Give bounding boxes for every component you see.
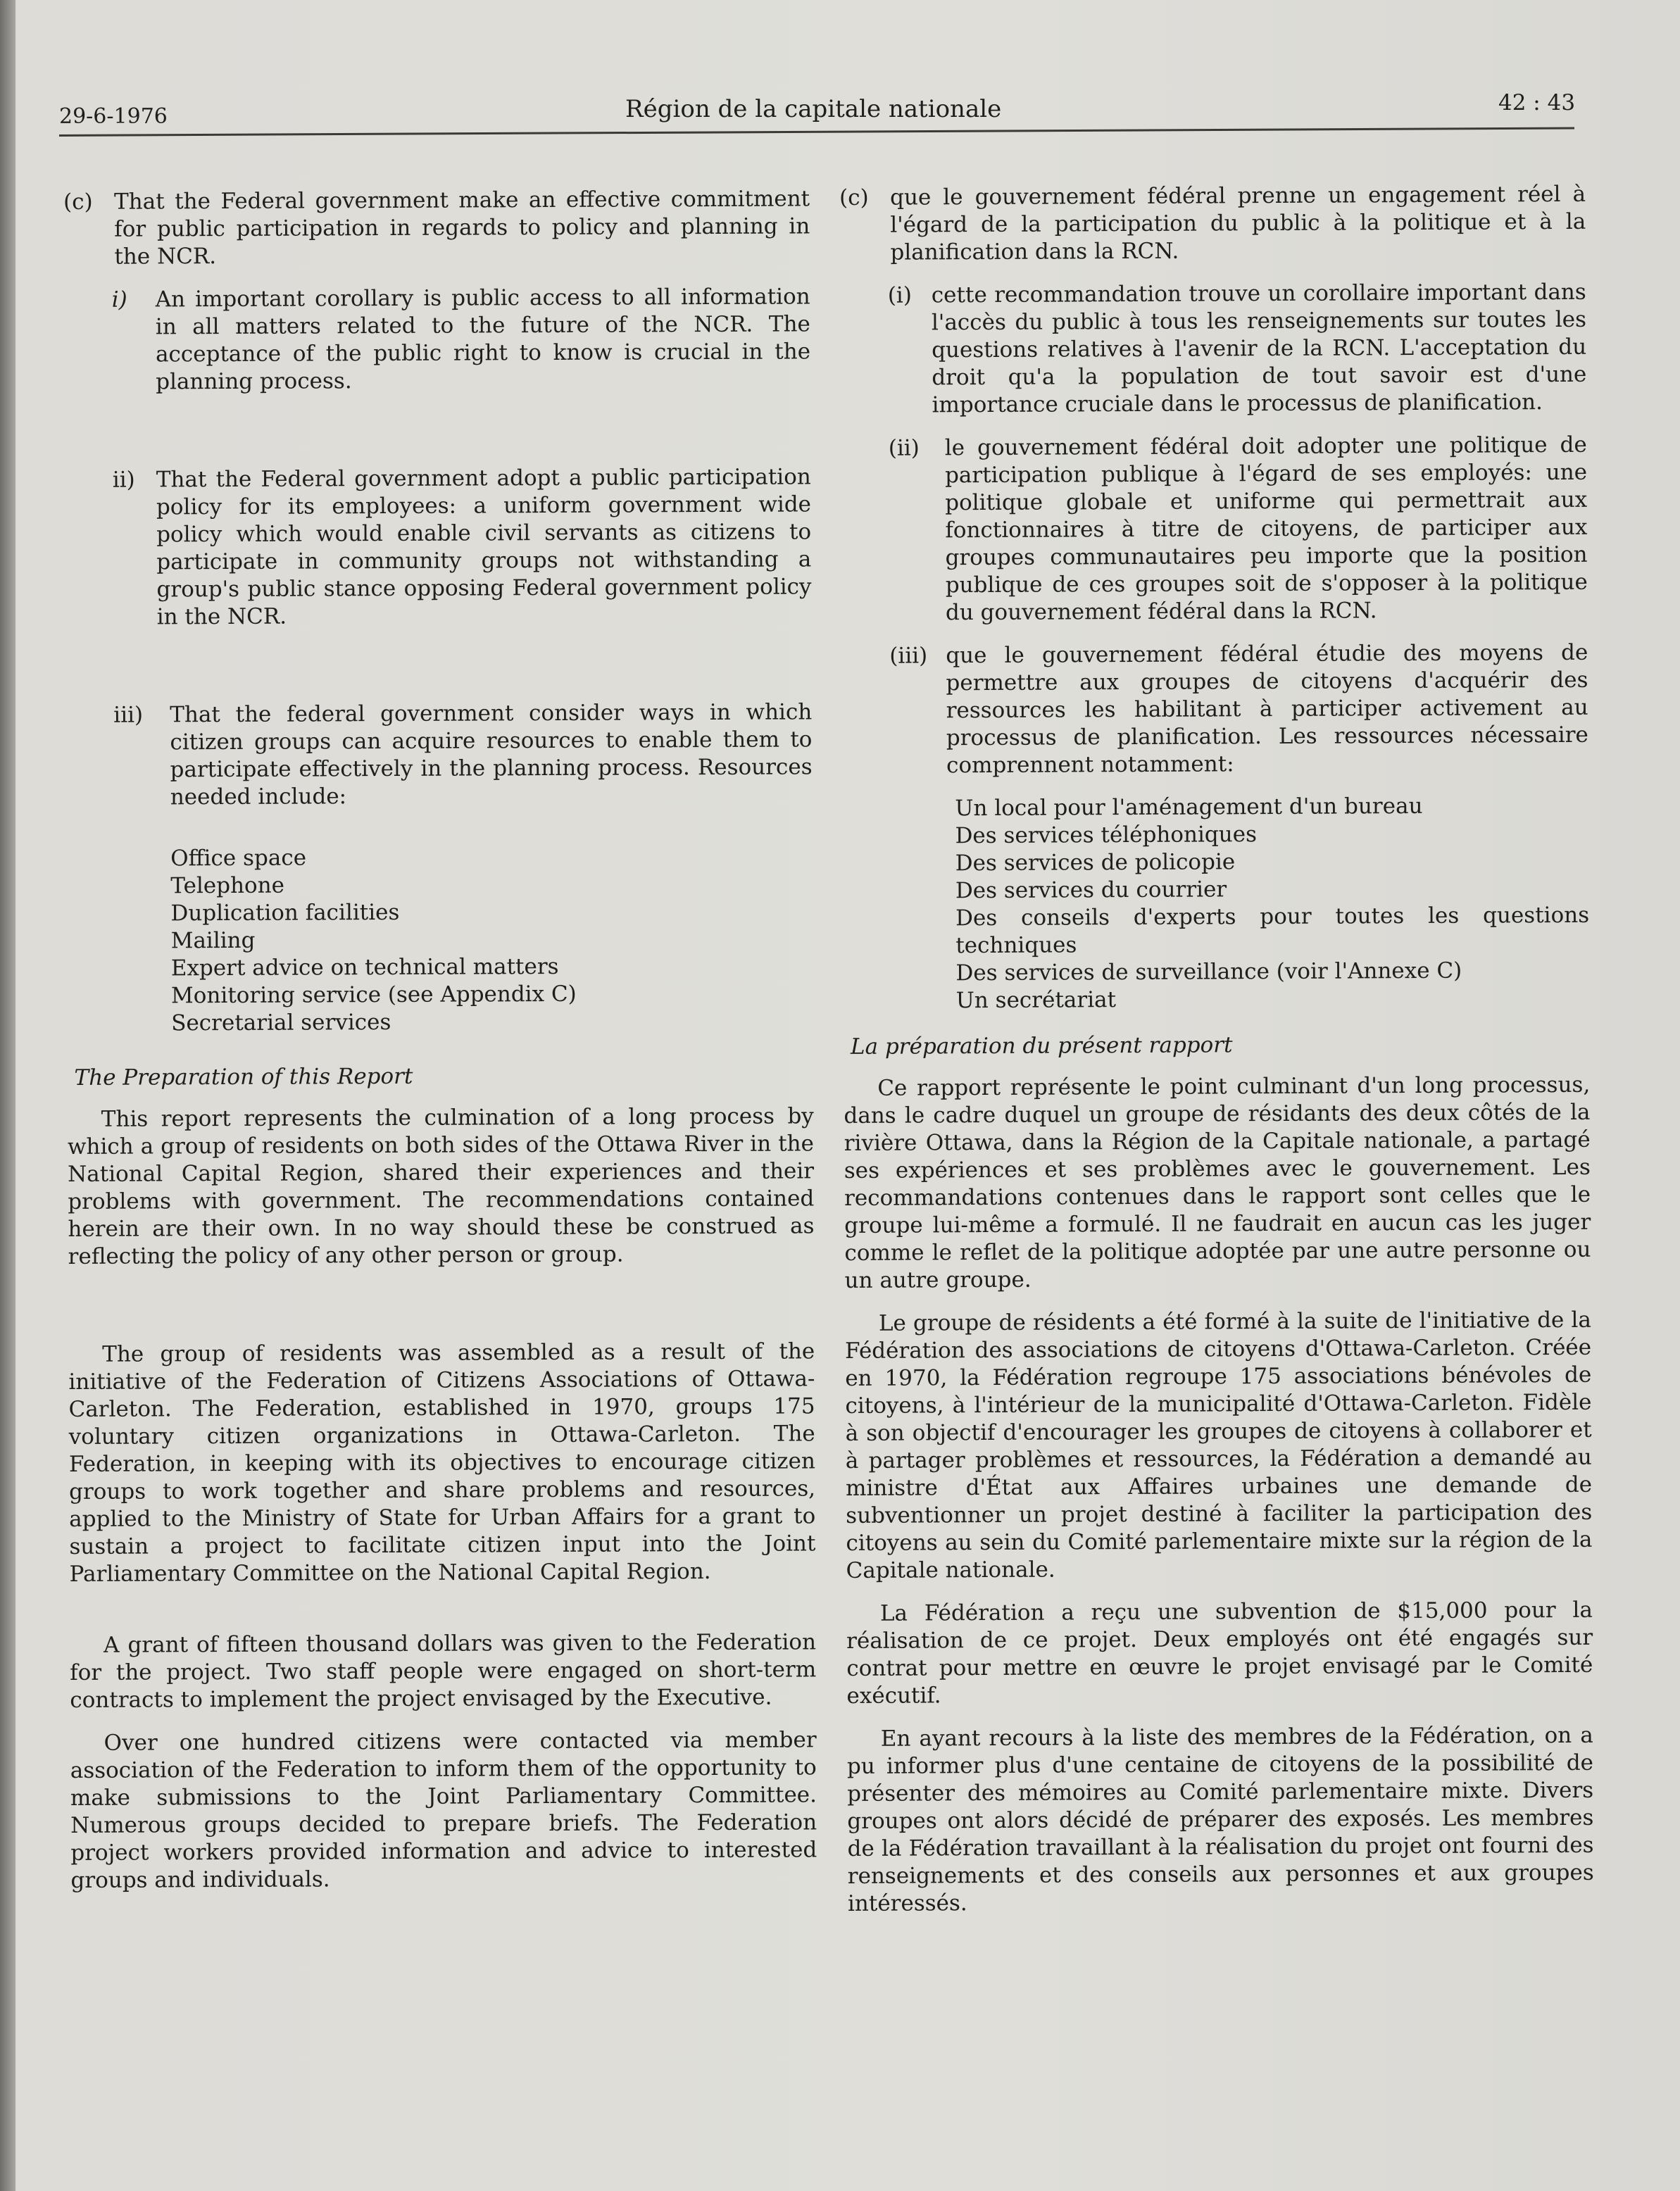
- list-item: Duplication facilities: [170, 899, 400, 927]
- header-title: Région de la capitale nationale: [625, 95, 1002, 123]
- list-item: Des services téléphoniques: [955, 822, 1258, 849]
- recommendation-i-en: [112, 283, 811, 396]
- header-date: 29-6-1976: [59, 104, 168, 129]
- item-text: That the Federal government adopt a public participation policy for its employees: a uniform government wide policy which would enable civil servants as citizens to participate in community groups not withstanding a group's public stance opposing Federal government policy in the NCR.: [156, 464, 812, 630]
- item-text: An important corollary is public access to all information in all matters related to the future of the NCR. The acceptance of the public right to know is crucial in the planning process.: [155, 284, 811, 395]
- item-text: That the Federal government make an effective commitment for public participation in regards to policy and planning in the NCR.: [114, 186, 810, 270]
- paragraph-en-2: The group of residents was assembled as a result of the initiative of the Federation of Citizens Associations of Ottawa-Carleton. The Federation, established in 1970, groups 175 voluntary citizen organizations in Ottawa-Carleton. The Federation, in keeping with its objectives to encourage citizen groups to work together and share problems and resources, applied to the Ministry of State for Urban Affairs for a grant to sustain a project to facilitate citizen input into the Joint Parliamentary Committee on the National Capital Region.: [68, 1338, 816, 1587]
- list-item: Secretarial services: [171, 1009, 391, 1036]
- item-tag: ii): [112, 467, 135, 493]
- recommendation-ii-en: [113, 463, 812, 631]
- section-heading-en: The Preparation of this Report: [74, 1063, 413, 1091]
- binding-edge: [0, 0, 15, 2191]
- item-tag: i): [111, 287, 127, 313]
- item-text: That the federal government consider ways in which citizen groups can acquire resources to enable them to participate effectively in the planning process. Resources needed include:: [170, 699, 813, 810]
- english-column: [63, 185, 817, 1910]
- resources-list-fr: [955, 792, 1590, 1015]
- list-item: Un secrétariat: [955, 987, 1117, 1014]
- recommendation-iii-en: [113, 698, 813, 811]
- item-tag: (iii): [889, 643, 928, 669]
- paragraph-en-1: This report represents the culmination of a long process by which a group of residents on both sides of the Ottawa River in the National Capital Region, shared their experiences and their problems with government. The recommendations contained herein are their own. In no way should these be construed as reflecting the policy of any other person or group.: [67, 1103, 815, 1269]
- item-tag: (c): [839, 184, 869, 211]
- recommendation-i-fr: [888, 279, 1587, 420]
- resources-list-en: [170, 842, 813, 1037]
- list-item: Des conseils d'experts pour toutes les questions techniques: [955, 902, 1590, 959]
- list-item: Des services de surveillance (voir l'Annexe C): [955, 958, 1462, 986]
- recommendation-c-fr: [839, 181, 1586, 267]
- list-item: Monitoring service (see Appendix C): [170, 981, 577, 1009]
- section-heading-fr: La préparation du présent rapport: [850, 1032, 1233, 1060]
- item-tag: iii): [113, 702, 144, 728]
- item-tag: (i): [887, 282, 912, 308]
- item-text: que le gouvernement fédéral étudie des moyens de permettre aux groupes de citoyens d'acquérir des ressources les habilitant à participer activement au processus de planification. Les ressources nécessaire comprennent notamment:: [946, 639, 1588, 779]
- item-text: que le gouvernement fédéral prenne un engagement réel à l'égard de la participation du public à la politique et à la planification dans la RCN.: [890, 181, 1586, 265]
- paragraph-fr-2: Le groupe de résidents a été formé à la suite de l'initiative de la Fédération des associations de citoyens d'Ottawa-Carleton. Créée en 1970, la Fédération regroupe 175 associations bénévoles de citoyens, à l'intérieur de la municipalité d'Ottawa-Carleton. Fidèle à son objectif d'encourager les groupes de citoyens à collaborer et à partager problèmes et ressources, la Fédération a demandé au ministre d'État aux Affaires urbaines une demande de subventionner un projet destiné à faciliter la participation des citoyens au sein du Comité parlementaire mixte sur la région de la Capitale nationale.: [845, 1307, 1593, 1583]
- item-tag: (ii): [888, 435, 920, 461]
- list-item: Des services de policopie: [955, 849, 1236, 877]
- header-rule: [59, 127, 1574, 137]
- paragraph-fr-1: Ce rapport représente le point culminant d'un long processus, dans le cadre duquel un groupe de résidants des deux côtés de la rivière Ottawa, dans la Région de la Capitale nationale, a partagé ses expériences et ses problèmes avec le gouvernement. Les recommandations contenues dans le rapport sont celles que le groupe lui-même a formulé. Il ne faudrait en aucun cas les juger comme le reflet de la politique adoptée par une autre personne ou un autre groupe.: [844, 1072, 1591, 1293]
- list-item: Mailing: [170, 927, 256, 954]
- recommendation-c-en: [63, 185, 810, 271]
- list-item: Des services du courrier: [955, 877, 1227, 904]
- french-column: [839, 181, 1594, 1933]
- paragraph-en-4: Over one hundred citizens were contacted via member association of the Federation to inform them of the opportunity to make submissions to the Joint Parliamentary Committee. Numerous groups decided to prepare briefs. The Federation project workers provided information and advice to interested groups and individuals.: [70, 1727, 817, 1893]
- paragraph-fr-3: La Fédération a reçu une subvention de $15,000 pour la réalisation de ce projet. Deux employés ont été engagés sur contrat pour mettre en œuvre le projet envisagé par le Comité exécutif.: [846, 1597, 1593, 1709]
- header-page-number: 42 : 43: [1498, 90, 1576, 115]
- list-item: Telephone: [170, 872, 285, 899]
- item-tag: (c): [63, 189, 93, 215]
- list-item: Un local pour l'aménagement d'un bureau: [955, 793, 1423, 822]
- recommendation-iii-fr: [889, 639, 1588, 780]
- paragraph-en-3: A grant of fifteen thousand dollars was given to the Federation for the project. Two staff people were engaged on short-term contracts to implement the project envisaged by the Executive.: [70, 1629, 817, 1713]
- recommendation-ii-fr: [889, 432, 1588, 627]
- list-item: Office space: [170, 845, 307, 872]
- item-text: le gouvernement fédéral doit adopter une politique de participation publique à l'égard de ses employés: une politique globale et uniforme qui permettrait aux fonctionnaires à titre de citoyens, de participer aux groupes communautaires peu importe que la position publique de ces groupes soit de s'opposer à la politique du gouvernement fédéral dans la RCN.: [944, 432, 1588, 626]
- list-item: Expert advice on technical matters: [170, 953, 559, 981]
- item-text: cette recommandation trouve un corollaire important dans l'accès du public à tous les renseignements sur toutes les questions relatives à l'avenir de la RCN. L'acceptation du droit qu'a la population de tout savoir est d'une importance cruciale dans le processus de planification.: [931, 279, 1587, 418]
- paragraph-fr-4: En ayant recours à la liste des membres de la Fédération, on a pu informer plus d'une centaine de citoyens de la possibilité de présenter des mémoires au Comité parlementaire mixte. Divers groupes ont alors décidé de préparer des exposés. Les membres de la Fédération travaillant à la réalisation du projet ont fourni des renseignements et des conseils aux personnes et aux groupes intéressés.: [846, 1722, 1594, 1916]
